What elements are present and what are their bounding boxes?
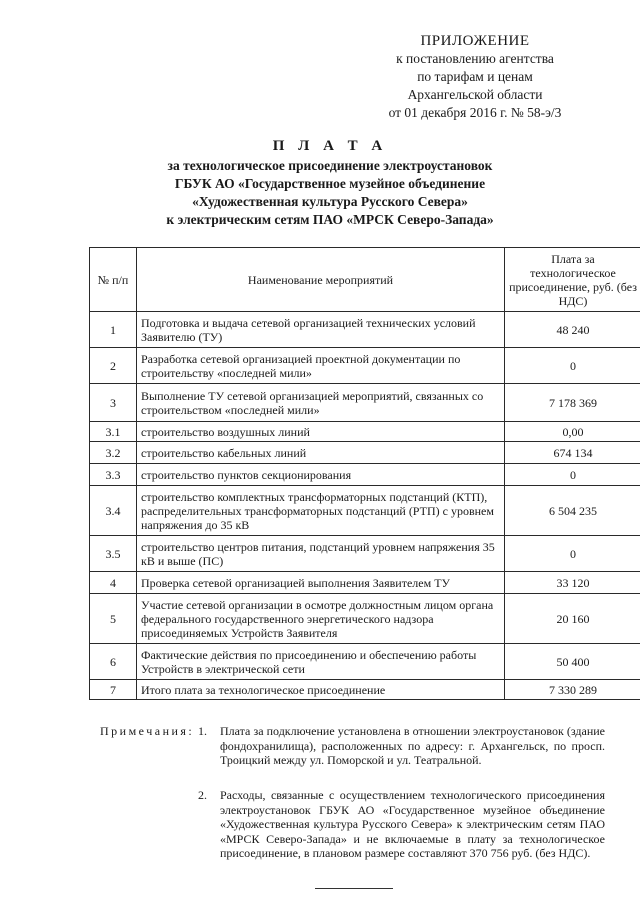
row-price: 0 [505, 464, 640, 486]
title-main: П Л А Т А [272, 138, 388, 154]
appendix-block [360, 32, 590, 122]
row-num: 3.5 [90, 536, 137, 572]
row-name: строительство кабельных линий [137, 442, 505, 464]
row-price: 7 178 369 [505, 384, 640, 422]
row-price: 7 330 289 [505, 680, 640, 700]
table-row [90, 644, 640, 680]
table-row [90, 422, 640, 442]
title-line: «Художественная культура Русского Севера» [192, 194, 468, 209]
title-line: к электрическим сетям ПАО «МРСК Северо-Запада» [166, 212, 494, 227]
row-name: Выполнение ТУ сетевой организацией мероприятий, связанных со строительством «последней мили» [137, 384, 505, 422]
row-price: 674 134 [505, 442, 640, 464]
table-row [90, 536, 640, 572]
fee-table [89, 247, 640, 700]
appendix-line: по тарифам и ценам [417, 69, 533, 84]
document-title [100, 138, 560, 229]
table-header-row [90, 248, 640, 312]
row-num: 3.1 [90, 422, 137, 442]
row-num: 5 [90, 594, 137, 644]
note-item [198, 724, 605, 768]
row-name: строительство пунктов секционирования [137, 464, 505, 486]
table-row [90, 312, 640, 348]
notes-label: Примечания: [100, 724, 195, 738]
row-name: Фактические действия по присоединению и обеспечению работы Устройств в электрической сети [137, 644, 505, 680]
table-row [90, 594, 640, 644]
bottom-divider [315, 888, 393, 889]
title-line: за технологическое присоединение электроустановок [167, 158, 493, 173]
appendix-line: Архангельской области [407, 87, 543, 102]
row-num: 3.2 [90, 442, 137, 464]
table-row [90, 486, 640, 536]
row-price: 20 160 [505, 594, 640, 644]
row-price: 0 [505, 348, 640, 384]
row-name: Подготовка и выдача сетевой организацией технических условий Заявителю (ТУ) [137, 312, 505, 348]
row-num: 6 [90, 644, 137, 680]
row-num: 2 [90, 348, 137, 384]
row-num: 1 [90, 312, 137, 348]
note-item [198, 788, 605, 861]
table-row [90, 442, 640, 464]
row-num: 3 [90, 384, 137, 422]
row-name: Участие сетевой организации в осмотре должностным лицом органа федерального государственного энергетического надзора присоединяемых Устройств Заявителя [137, 594, 505, 644]
appendix-line: от 01 декабря 2016 г. № 58-э/3 [388, 105, 562, 120]
appendix-heading: ПРИЛОЖЕНИЕ [420, 33, 530, 49]
note-text: Плата за подключение установлена в отношении электроустановок (здание фондохранилища), расположенных по адресу: г. Архангельск, по просп. Троицкий между ул. Поморской и ул. Театральной. [220, 724, 605, 767]
header-num: № п/п [90, 248, 137, 312]
header-name: Наименование мероприятий [137, 248, 505, 312]
row-name: строительство центров питания, подстанций уровнем напряжения 35 кВ и выше (ПС) [137, 536, 505, 572]
row-name: Разработка сетевой организацией проектной документации по строительству «последней мили» [137, 348, 505, 384]
row-name: строительство комплектных трансформаторных подстанций (КТП), распределительных трансформаторных подстанций (РТП) с уровнем напряжения до 35 кВ [137, 486, 505, 536]
row-num: 7 [90, 680, 137, 700]
note-text: Расходы, связанные с осуществлением технологического присоединения электроустановок ГБУК АО «Государственное музейное объединение «Художественная культура Русского Севера» к электрическим сетям ПАО «МРСК Северо-Запада» и не включаемые в плату за технологическое присоединение, в плановом размере составляют 370 756 руб. (без НДС). [220, 788, 605, 860]
table-row-total [90, 680, 640, 700]
row-price: 50 400 [505, 644, 640, 680]
title-line: ГБУК АО «Государственное музейное объединение [174, 176, 486, 191]
table-row [90, 464, 640, 486]
table-row [90, 348, 640, 384]
row-price: 48 240 [505, 312, 640, 348]
row-price: 6 504 235 [505, 486, 640, 536]
row-price: 0 [505, 536, 640, 572]
note-number: 2. [198, 788, 207, 802]
table-row [90, 384, 640, 422]
table-row [90, 572, 640, 594]
row-name: Проверка сетевой организацией выполнения Заявителем ТУ [137, 572, 505, 594]
row-num: 3.4 [90, 486, 137, 536]
row-name: строительство воздушных линий [137, 422, 505, 442]
row-name: Итого плата за технологическое присоединение [137, 680, 505, 700]
row-price: 0,00 [505, 422, 640, 442]
header-price: Плата за технологическое присоединение, руб. (без НДС) [505, 248, 640, 312]
row-num: 4 [90, 572, 137, 594]
row-num: 3.3 [90, 464, 137, 486]
row-price: 33 120 [505, 572, 640, 594]
appendix-line: к постановлению агентства [396, 51, 554, 66]
note-number: 1. [198, 724, 207, 738]
